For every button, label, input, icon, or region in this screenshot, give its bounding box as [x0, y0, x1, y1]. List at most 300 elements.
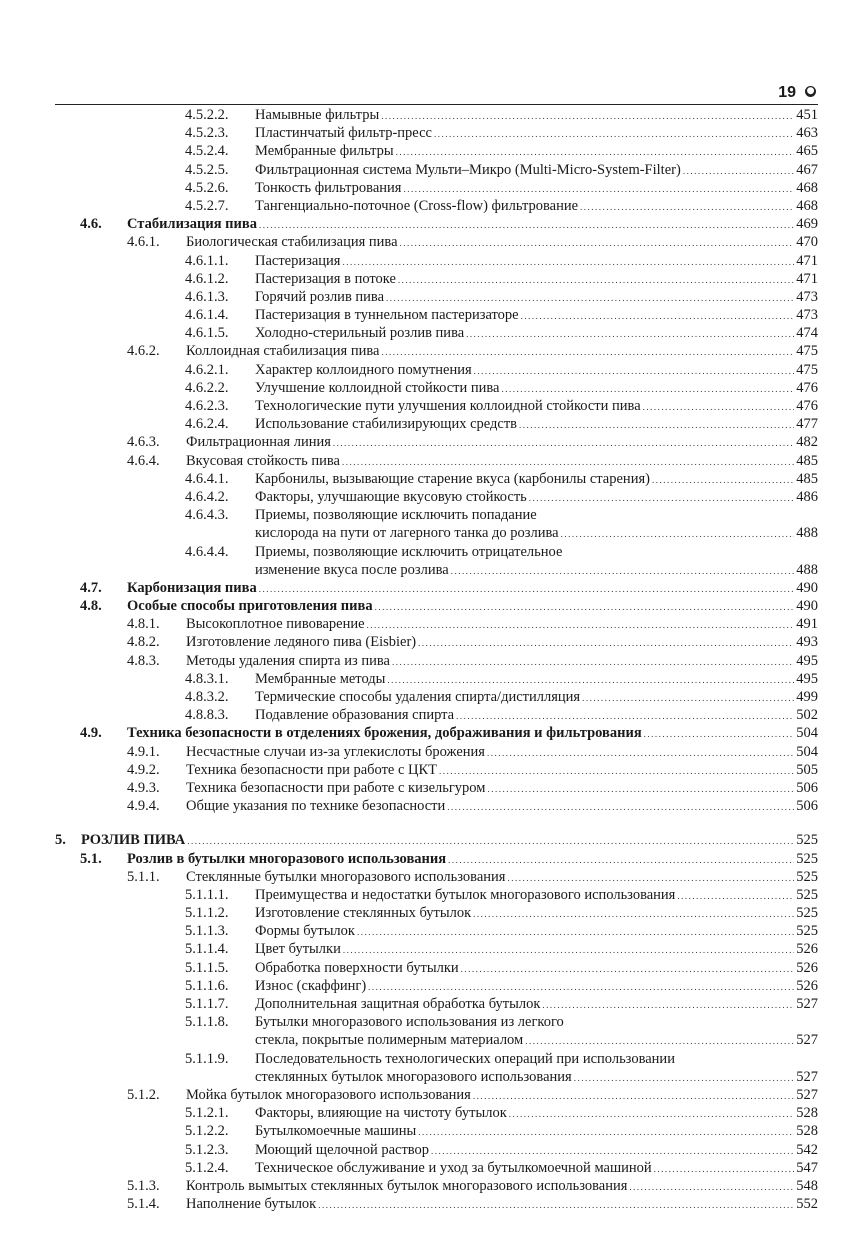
toc-entry-page: 527: [796, 1086, 818, 1103]
dot-leader: [448, 851, 794, 869]
toc-entry-number: 4.7.: [80, 579, 102, 596]
toc-entry-body: [255, 415, 818, 434]
toc-entry[interactable]: [55, 1068, 818, 1086]
toc-entry-page: 475: [796, 343, 818, 360]
toc-entry[interactable]: [55, 597, 818, 615]
toc-entry[interactable]: [55, 270, 818, 288]
toc-entry-title: Преимущества и недостатки бутылок многоразового использования: [255, 886, 676, 903]
toc-entry-body: [255, 106, 818, 125]
dot-leader: [507, 869, 794, 887]
dot-leader: [381, 343, 794, 361]
toc-entry-body: [255, 904, 818, 923]
toc-entry-title: Приемы, позволяющие исключить попадание: [255, 507, 537, 524]
dot-leader: [466, 325, 794, 343]
toc-entry-title: Бутылки многоразового использования из легкого: [255, 1014, 564, 1031]
toc-entry-title: Карбонилы, вызывающие старение вкуса (карбонилы старения): [255, 470, 650, 487]
toc-entry-page: 525: [796, 850, 818, 867]
dot-leader: [509, 1105, 795, 1123]
toc-entry-number: 4.6.4.1.: [185, 470, 229, 487]
toc-entry-title: изменение вкуса после розлива: [255, 561, 449, 578]
dot-leader: [519, 416, 794, 434]
toc-entry-page: 475: [796, 361, 818, 378]
dot-leader: [582, 689, 794, 707]
toc-entry-title: Бутылкомоечные машины: [255, 1123, 417, 1140]
toc-entry-body: [186, 1195, 818, 1214]
page-header: [55, 84, 818, 105]
toc-entry-page: 470: [796, 234, 818, 251]
toc-entry[interactable]: [55, 670, 818, 688]
toc-entry-body: [186, 433, 818, 452]
toc-entry-page: 547: [796, 1159, 818, 1176]
toc-entry-body: [186, 868, 818, 887]
toc-entry-body: [255, 1068, 818, 1087]
toc-entry[interactable]: [55, 179, 818, 197]
toc-entry-number: 4.6.2.2.: [185, 379, 229, 396]
toc-entry-title: Использование стабилизирующих средств: [255, 416, 518, 433]
toc-entry-page: 495: [796, 670, 818, 687]
toc-entry-title: Особые способы приготовления пива: [127, 598, 373, 615]
page-number: 19: [778, 84, 796, 101]
toc-entry-title: Тангенциально-поточное (Cross-flow) фильтрование: [255, 197, 579, 214]
toc-entry-body: [255, 922, 818, 941]
toc-entry-number: 4.5.2.7.: [185, 197, 229, 214]
toc-entry-number: 4.5.2.4.: [185, 143, 229, 160]
toc-entry[interactable]: [55, 940, 818, 958]
toc-entry-number: 4.6.2.3.: [185, 398, 229, 414]
dot-leader: [456, 707, 794, 725]
toc-entry-number: 5.1.2.: [127, 1086, 160, 1103]
toc-entry-title: Высокоплотное пивоварение: [186, 616, 365, 633]
toc-entry-number: 4.6.3.: [127, 434, 160, 451]
toc-entry-body: [255, 886, 818, 905]
toc-entry[interactable]: [55, 1195, 818, 1213]
toc-entry-title: Тонкость фильтрования: [255, 179, 402, 196]
toc-entry-body: [186, 452, 818, 471]
toc-entry[interactable]: [55, 106, 818, 124]
toc-entry-title: РОЗЛИВ ПИВА: [81, 832, 186, 849]
toc-entry-number: 4.6.4.4.: [185, 543, 229, 560]
toc-entry-body: [255, 977, 818, 996]
toc-entry-number: 4.5.2.6.: [185, 179, 229, 196]
toc-entry-number: 4.6.4.3.: [185, 507, 229, 524]
toc-entry-title: стеклянных бутылок многоразового использования: [255, 1068, 572, 1085]
toc-entry-page: 527: [796, 1068, 818, 1085]
toc-entry-number: 5.1.2.2.: [185, 1123, 229, 1140]
toc-entry[interactable]: [55, 922, 818, 940]
toc-entry-title: Обработка поверхности бутылки: [255, 959, 459, 976]
toc-entry[interactable]: [55, 124, 818, 142]
toc-entry[interactable]: [55, 743, 818, 761]
toc-entry[interactable]: [55, 706, 818, 724]
toc-entry-body: [255, 688, 818, 707]
toc-entry-body: [127, 850, 818, 869]
toc-entry-body: [186, 761, 818, 780]
toc-entry-body: [255, 324, 818, 343]
toc-entry[interactable]: [55, 904, 818, 922]
toc-entry-number: 4.6.: [80, 216, 102, 233]
toc-entry-title: Коллоидная стабилизация пива: [186, 343, 380, 360]
toc-entry-page: 465: [796, 143, 818, 160]
toc-entry-body: [127, 724, 818, 743]
toc-entry-number: 4.6.2.1.: [185, 361, 229, 378]
toc-entry-page: 505: [796, 761, 818, 778]
toc-entry[interactable]: [55, 452, 818, 470]
toc-entry-page: 463: [796, 125, 818, 142]
dot-leader: [375, 598, 795, 616]
toc-entry[interactable]: [55, 1050, 818, 1068]
toc-entry-number: 5.1.1.1.: [185, 886, 229, 903]
toc-entry-number: 4.6.1.: [127, 234, 160, 251]
dot-leader: [580, 198, 794, 216]
toc-entry-body: [255, 288, 818, 307]
toc-entry[interactable]: [55, 543, 818, 561]
toc-entry[interactable]: [55, 1122, 818, 1140]
toc-entry-body: [255, 361, 818, 380]
toc-entry-body: [255, 161, 818, 180]
toc-entry-title: Намывные фильтры: [255, 107, 380, 123]
toc-entry[interactable]: [55, 1177, 818, 1195]
toc-entry-page: 468: [796, 179, 818, 196]
toc-entry-number: 5.1.1.9.: [185, 1050, 229, 1067]
dot-leader: [521, 307, 795, 325]
toc-entry-title: Холодно-стерильный розлив пива: [255, 325, 465, 342]
toc-entry-body: [186, 342, 818, 361]
toc-entry-number: 4.6.1.1.: [185, 252, 229, 269]
toc-entry-page: 528: [796, 1105, 818, 1122]
toc-entry-title: Приемы, позволяющие исключить отрицательное: [255, 543, 563, 560]
toc-entry-page: 527: [796, 996, 818, 1012]
toc-entry-number: 4.5.2.2.: [185, 107, 229, 123]
dot-leader: [542, 996, 794, 1014]
toc-entry-number: 5.1.1.4.: [185, 941, 229, 958]
toc-entry-title: Последовательность технологических операций при использовании: [255, 1050, 675, 1067]
toc-entry-page: 548: [796, 1177, 818, 1194]
toc-entry-page: 482: [796, 434, 818, 451]
toc-entry-number: 5.1.1.6.: [185, 977, 229, 994]
toc-entry[interactable]: [55, 142, 818, 160]
dot-leader: [343, 941, 794, 959]
toc-entry-number: 4.9.4.: [127, 798, 160, 815]
toc-entry-title: Износ (скаффинг): [255, 977, 367, 994]
toc-entry-page: 490: [796, 579, 818, 596]
toc-entry[interactable]: [55, 324, 818, 342]
toc-entry[interactable]: [55, 652, 818, 670]
dot-leader: [683, 162, 794, 180]
toc-entry-title: Мембранные фильтры: [255, 143, 394, 160]
toc-entry-page: 477: [796, 416, 818, 433]
toc-entry-title: Факторы, влияющие на чистоту бутылок: [255, 1105, 507, 1122]
toc-entry[interactable]: [55, 724, 818, 742]
toc-entry[interactable]: [55, 633, 818, 651]
toc-entry-body: [186, 233, 818, 252]
toc-entry-title: Пластинчатый фильтр-пресс: [255, 125, 432, 142]
toc-entry-page: 473: [796, 307, 818, 324]
toc-entry-page: 474: [796, 325, 818, 342]
toc-entry[interactable]: [55, 415, 818, 433]
toc-entry-page: 488: [796, 525, 818, 542]
toc-entry-body: [255, 252, 818, 271]
toc-entry-title: Пастеризация в потоке: [255, 270, 396, 287]
dot-leader: [574, 1069, 795, 1087]
dot-leader: [677, 887, 794, 905]
dot-leader: [473, 905, 794, 923]
toc-entry-body: [255, 995, 818, 1014]
toc-entry-page: 493: [796, 634, 818, 651]
toc-entry[interactable]: [55, 850, 818, 868]
toc-entry-title: Моющий щелочной раствор: [255, 1141, 430, 1158]
toc-entry-page: 527: [796, 1032, 818, 1049]
dot-leader: [398, 271, 794, 289]
dot-leader: [392, 653, 794, 671]
dot-leader: [368, 978, 794, 996]
toc-entry-number: 5.1.1.8.: [185, 1014, 229, 1031]
toc-entry-body: [127, 579, 818, 598]
toc-entry-number: 4.5.2.3.: [185, 125, 229, 142]
toc-entry-title: Горячий розлив пива: [255, 288, 385, 305]
toc-entry-number: 4.9.: [80, 725, 102, 742]
section-gap: [55, 815, 818, 831]
toc-entry-title: Методы удаления спирта из пива: [186, 652, 390, 669]
toc-entry-title: Изготовление стеклянных бутылок: [255, 905, 472, 922]
toc-entry-title: Несчастные случаи из-за углекислоты брожения: [186, 743, 485, 760]
toc-entry-page: 467: [796, 161, 818, 178]
toc-entry-page: 471: [796, 252, 818, 269]
toc-entry-number: 5.1.4.: [127, 1196, 160, 1213]
toc-entry[interactable]: [55, 197, 818, 215]
toc-entry-title: Формы бутылок: [255, 923, 355, 940]
toc-entry-number: 4.8.3.2.: [185, 689, 229, 705]
toc-entry-body: [255, 543, 818, 561]
toc-entry-title: Факторы, улучшающие вкусовую стойкость: [255, 488, 527, 505]
toc-entry-title: Техника безопасности при работе с ЦКТ: [186, 761, 438, 778]
toc-entry[interactable]: [55, 761, 818, 779]
toc-entry[interactable]: [55, 831, 818, 849]
toc-entry-title: Изготовление ледяного пива (Eisbier): [186, 634, 417, 651]
toc-entry[interactable]: [55, 306, 818, 324]
toc-entry-page: 451: [796, 107, 818, 123]
dot-leader: [431, 1142, 794, 1160]
toc-entry[interactable]: [55, 959, 818, 977]
toc-entry-body: [186, 633, 818, 652]
toc-entry-number: 5.1.1.7.: [185, 996, 229, 1012]
toc-entry-body: [255, 306, 818, 325]
toc-entry-number: 4.9.3.: [127, 779, 160, 796]
toc-entry[interactable]: [55, 797, 818, 815]
toc-entry-page: 504: [796, 725, 818, 742]
toc-entry[interactable]: [55, 579, 818, 597]
toc-entry-title: Мойка бутылок многоразового использования: [186, 1086, 471, 1103]
toc-entry-title: Техника безопасности в отделениях брожения, дображивания и фильтрования: [127, 725, 642, 742]
toc-entry-number: 4.9.2.: [127, 761, 160, 778]
toc-entry[interactable]: [55, 433, 818, 451]
dot-leader: [654, 1160, 795, 1178]
toc-entry[interactable]: [55, 215, 818, 233]
toc-entry-page: 488: [796, 561, 818, 578]
toc-entry-title: Пастеризация в туннельном пастеризаторе: [255, 307, 519, 324]
dot-leader: [643, 398, 795, 416]
toc-entry-body: [255, 706, 818, 725]
toc-entry-number: 5.1.1.: [127, 868, 160, 885]
toc-entry-page: 491: [796, 616, 818, 633]
toc-entry-page: 473: [796, 288, 818, 305]
toc-entry[interactable]: [55, 1086, 818, 1104]
toc-entry[interactable]: [55, 524, 818, 542]
toc-entry-page: 485: [796, 452, 818, 469]
toc-entry-body: [255, 1013, 818, 1031]
toc-entry[interactable]: [55, 561, 818, 579]
dot-leader: [333, 434, 794, 452]
toc-entry-title: Термические способы удаления спирта/дистилляция: [255, 689, 581, 705]
toc-entry-title: Фильтрационная система Мульти–Микро (Multi-Micro-System-Filter): [255, 161, 681, 178]
toc-entry-page: 476: [796, 379, 818, 396]
toc-entry-page: 552: [796, 1196, 818, 1213]
toc-entry-page: 469: [796, 216, 818, 233]
dot-leader: [474, 362, 795, 380]
toc-entry-title: Технологические пути улучшения коллоидной стойкости пива: [255, 398, 641, 414]
dot-leader: [403, 180, 794, 198]
toc-entry-body: [255, 179, 818, 198]
toc-entry-page: 486: [796, 488, 818, 505]
toc-entry-page: 485: [796, 470, 818, 487]
toc-entry-number: 5.: [55, 832, 66, 849]
toc-entry-body: [255, 670, 818, 689]
dot-leader: [461, 960, 795, 978]
toc-entry[interactable]: [55, 779, 818, 797]
dot-leader: [342, 253, 794, 271]
toc-entry[interactable]: [55, 1104, 818, 1122]
toc-entry-title: Пастеризация: [255, 252, 341, 269]
toc-entry-body: [186, 652, 818, 671]
toc-entry-body: [255, 1122, 818, 1141]
toc-entry-number: 5.1.3.: [127, 1177, 160, 1194]
toc-entry[interactable]: [55, 397, 818, 415]
dot-leader: [447, 798, 794, 816]
toc-entry-number: 5.1.2.3.: [185, 1141, 229, 1158]
toc-entry-number: 4.9.1.: [127, 743, 160, 760]
toc-entry-title: Улучшение коллоидной стойкости пива: [255, 379, 500, 396]
toc-entry[interactable]: [55, 688, 818, 706]
toc-entry-title: Вкусовая стойкость пива: [186, 452, 340, 469]
toc-entry[interactable]: [55, 161, 818, 179]
toc-entry[interactable]: [55, 252, 818, 270]
toc-entry-title: Наполнение бутылок: [186, 1196, 317, 1213]
toc-entry-body: [255, 124, 818, 143]
toc-entry-page: 504: [796, 743, 818, 760]
toc-entry-page: 525: [796, 868, 818, 885]
toc-entry-body: [255, 959, 818, 978]
toc-entry-number: 4.8.1.: [127, 616, 160, 633]
dot-leader: [418, 1123, 794, 1141]
dot-leader: [381, 107, 794, 125]
toc-entry-number: 4.6.4.: [127, 452, 160, 469]
toc-entry-title: Розлив в бутылки многоразового использования: [127, 850, 447, 867]
toc-entry[interactable]: [55, 361, 818, 379]
toc-entry-page: 495: [796, 652, 818, 669]
toc-entry-number: 4.8.2.: [127, 634, 160, 651]
toc-entry-title: стекла, покрытые полимерным материалом: [255, 1032, 524, 1049]
toc-entry-body: [255, 197, 818, 216]
dot-leader: [187, 832, 794, 850]
toc-entry-title: Мембранные методы: [255, 670, 386, 687]
dot-leader: [434, 125, 794, 143]
toc-entry[interactable]: [55, 977, 818, 995]
toc-entry-body: [255, 1141, 818, 1160]
toc-entry-body: [186, 779, 818, 798]
toc-entry-page: 525: [796, 832, 818, 849]
toc-entry[interactable]: [55, 470, 818, 488]
dot-leader: [342, 453, 794, 471]
toc-entry-title: Техника безопасности при работе с кизельгуром: [186, 779, 486, 796]
toc-entry-body: [186, 1177, 818, 1196]
dot-leader: [561, 525, 795, 543]
toc-entry-page: 471: [796, 270, 818, 287]
toc-entry-body: [255, 940, 818, 959]
dot-leader: [525, 1032, 794, 1050]
toc-entry-title: Общие указания по технике безопасности: [186, 798, 446, 815]
toc-entry-body: [255, 1031, 818, 1050]
toc-entry[interactable]: [55, 886, 818, 904]
toc-entry-body: [255, 561, 818, 580]
toc-entry[interactable]: [55, 233, 818, 251]
toc-entry[interactable]: [55, 868, 818, 886]
toc-entry-number: 5.1.: [80, 850, 102, 867]
toc-entry[interactable]: [55, 995, 818, 1013]
toc-entry-number: 5.1.1.5.: [185, 959, 229, 976]
toc-entry-number: 4.5.2.5.: [185, 161, 229, 178]
toc-entry-body: [255, 1104, 818, 1123]
toc-entry[interactable]: [55, 1031, 818, 1049]
toc-entry[interactable]: [55, 1159, 818, 1177]
toc-entry-number: 4.6.1.4.: [185, 307, 229, 324]
toc-entry-body: [81, 831, 818, 850]
dot-leader: [473, 1087, 794, 1105]
toc-entry-page: 526: [796, 959, 818, 976]
toc-entry-page: 506: [796, 779, 818, 796]
toc-entry-number: 4.6.1.3.: [185, 288, 229, 305]
toc-entry-title: Биологическая стабилизация пива: [186, 234, 398, 251]
toc-entry-body: [127, 597, 818, 616]
toc-entry[interactable]: [55, 615, 818, 633]
toc-entry-body: [255, 1159, 818, 1178]
dot-leader: [652, 471, 794, 489]
dot-leader: [418, 634, 794, 652]
toc-entry[interactable]: [55, 1013, 818, 1031]
toc-entry[interactable]: [55, 506, 818, 524]
toc-entry-body: [255, 524, 818, 543]
toc-entry-body: [255, 1050, 818, 1068]
toc-entry-page: 528: [796, 1123, 818, 1140]
toc-entry-body: [255, 397, 818, 416]
toc-entry[interactable]: [55, 288, 818, 306]
toc-entry-body: [127, 215, 818, 234]
toc-entry-body: [255, 142, 818, 161]
toc-entry-number: 4.6.2.4.: [185, 416, 229, 433]
toc-entry-number: 4.6.1.2.: [185, 270, 229, 287]
toc-entry-title: Карбонизация пива: [127, 579, 257, 596]
toc-entry-number: 4.6.4.2.: [185, 488, 229, 505]
toc-entry[interactable]: [55, 488, 818, 506]
toc-entry-number: 4.6.1.5.: [185, 325, 229, 342]
toc-entry[interactable]: [55, 342, 818, 360]
toc-entry-body: [186, 1086, 818, 1105]
toc-entry[interactable]: [55, 1141, 818, 1159]
page-marker-icon: ●: [806, 86, 815, 96]
toc-entry-title: кислорода на пути от лагерного танка до розлива: [255, 525, 559, 542]
toc-entry-number: 4.8.3.: [127, 652, 160, 669]
dot-leader: [451, 562, 795, 580]
toc-entry[interactable]: [55, 379, 818, 397]
dot-leader: [629, 1178, 794, 1196]
